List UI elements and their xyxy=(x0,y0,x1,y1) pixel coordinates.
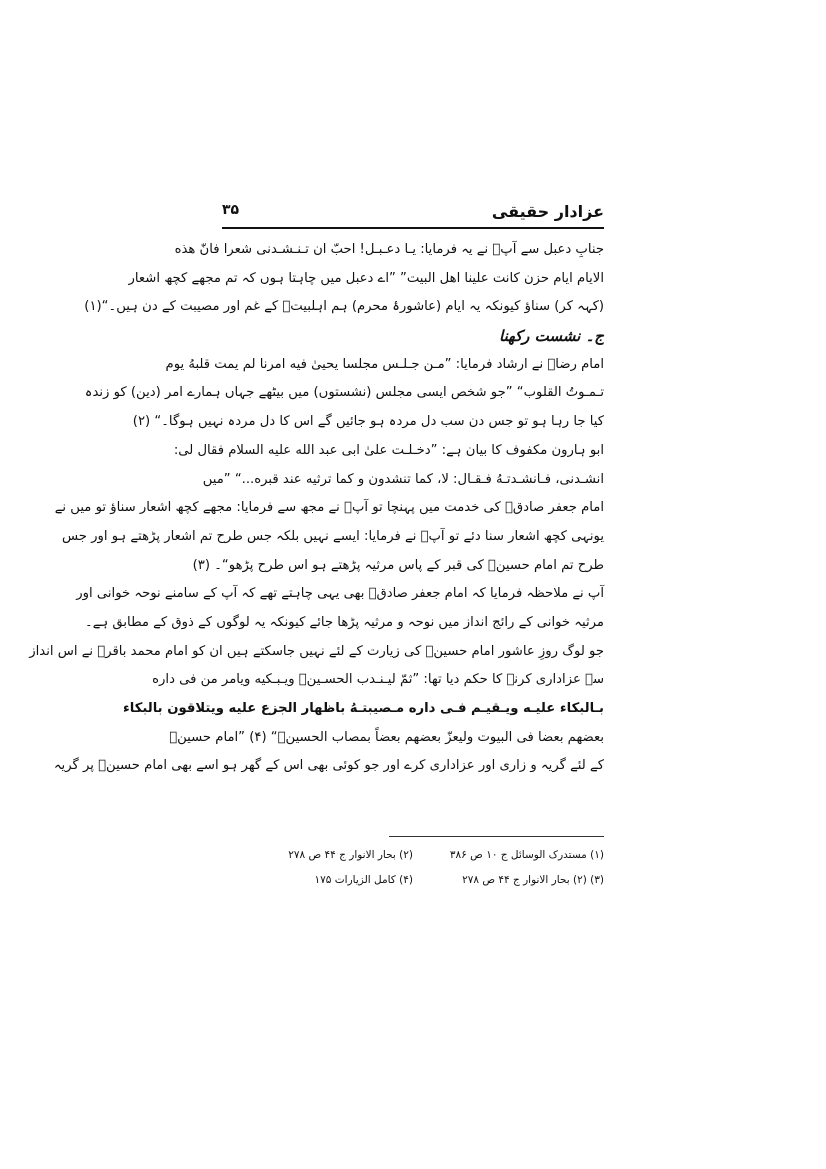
text-line: کیا جا رہا ہو تو جس دن سب دل مردہ ہو جائیں گے اس کا دل مردہ نہیں ہوگا۔“ (۲) xyxy=(132,414,604,430)
footnote-row xyxy=(222,844,604,869)
text-line: بـالبکاء علیـه ویـقیـم فـی داره مـصیبتـهُ باظهار الجزع علیه ویتلاقون بالبکاء xyxy=(123,701,604,716)
page-body xyxy=(29,236,604,781)
text-line: بعضهم بعضا فی البیوت ولیعزّ بعضهم بعضاً بمصاب الحسینؑ“ (۴) ”امام حسینؑ xyxy=(169,729,604,745)
text-line: تـمـوتُ القلوب“ ”جو شخص ایسی مجلس (نشستوں) میں بیٹھے جہاں ہمارے امر (دین) کو زندہ xyxy=(84,385,604,401)
text-line: الایام ایام حزن کانت علینا اهل البیت” ”اے دعبل میں چاہتا ہوں کہ تم مجھے کچھ اشعار xyxy=(128,270,604,286)
text-line: جو لوگ روزِ عاشور امام حسینؑ کی زیارت کے لئے نہیں جاسکتے ہیں ان کو امام محمد باقرؑ نے اس انداز xyxy=(29,643,604,659)
book-page xyxy=(29,198,604,886)
page-number: ۳۵ xyxy=(222,202,240,218)
footnotes xyxy=(222,844,604,894)
text-line: یونہی کچھ اشعار سنا دئے تو آپؑ نے فرمایا: ایسے نہیں بلکہ جس طرح تم اشعار پڑھتے ہو اور جس xyxy=(61,528,604,544)
text-line: ابو ہارون مکفوف کا بیان ہے: ”دخـلـت علیٰ ابی عبد الله علیه السلام فقال لی: xyxy=(173,442,604,458)
text-line: سے عزاداری کرنے کا حکم دیا تھا: ”ثمّ لیـنـدب الحسـینؑ ویـبـکیه ویامر من فی داره xyxy=(152,672,604,688)
footnote-entry: (۱) مستدرک الوسائل ج ۱۰ ص ۳۸۶ xyxy=(449,849,604,861)
footnote-entry: (۴) کامل الزیارات ۱۷۵ xyxy=(314,874,413,886)
footnote-divider xyxy=(389,836,604,837)
footnote-row xyxy=(222,869,604,894)
text-line: آپ نے ملاحظہ فرمایا کہ امام جعفر صادقؑ بھی یہی چاہتے تھے کہ آپ کے سامنے نوحہ خوانی اور xyxy=(76,586,604,602)
text-line: امام جعفر صادقؑ کی خدمت میں پہنچا تو آپؑ نے مجھ سے فرمایا: مجھے کچھ اشعار سناؤ تو میں نے xyxy=(54,500,604,516)
footnote-entry: (۲) بحار الانوار ج ۴۴ ص ۲۷۸ xyxy=(288,849,413,861)
running-title: عزادار حقیقی xyxy=(491,202,604,221)
text-line: طرح تم امام حسینؑ کی قبر کے پاس مرثیہ پڑھتے ہو اس طرح پڑھو“۔ (۳) xyxy=(192,557,604,573)
text-line: کے لئے گریہ و زاری اور عزاداری کرے اور جو کوئی بھی اس کے گھر ہو اسے بھی امام حسینؑ پر گریہ xyxy=(53,758,604,774)
text-line: امام رضاؑ نے ارشاد فرمایا: ”مـن جـلـس مجلسا یحییٰ فیه امرنا لم یمت قلبهُ یوم xyxy=(165,356,604,372)
section-heading: ج۔ نشست رکھنا xyxy=(499,327,604,346)
header-divider xyxy=(222,227,604,229)
page-header xyxy=(222,198,604,228)
text-line: مرثیہ خوانی کے رائج انداز میں نوحہ و مرثیہ پڑھا جائے کیونکہ یہ لوگوں کے ذوق کے مطابق ہے۔ xyxy=(85,614,604,630)
text-line: (کہہ کر) سناؤ کیونکہ یہ ایام (عاشورۂ محرم) ہم اہلبیتؑ کے غم اور مصیبت کے دن ہیں۔“(۱) xyxy=(84,299,604,315)
text-line: جنابِ دعبل سے آپؑ نے یہ فرمایا: یـا دعـبـل! احبّ ان تـنـشـدنی شعرا فانّ هذه xyxy=(174,242,604,257)
text-line: انشـدنی، فـانشـدتـهُ فـقـال: لا، کما تنشدون و کما ترثیه عند قبره...“ ”میں xyxy=(202,471,604,487)
footnote-entry: (۳) (۲) بحار الانوار ج ۴۴ ص ۲۷۸ xyxy=(462,874,604,886)
